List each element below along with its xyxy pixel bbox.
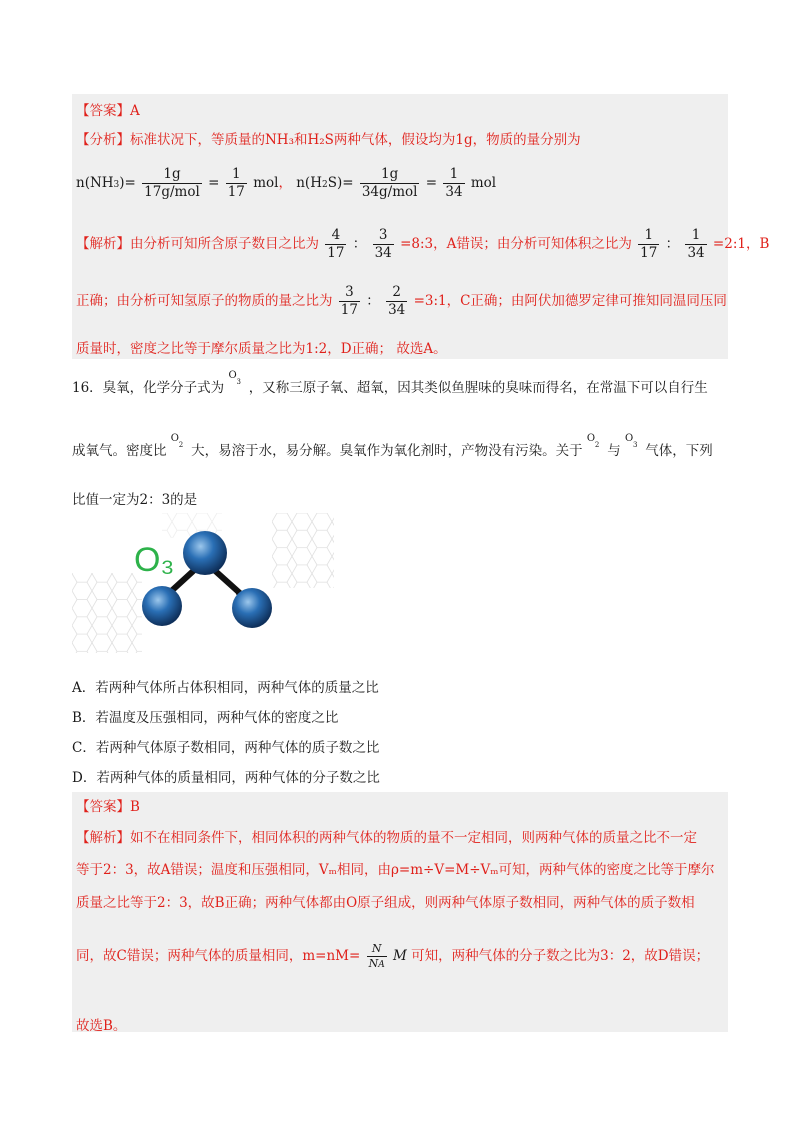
question-line-3: 比值一定为2：3的是 [72,492,198,508]
question-line-1: 16．臭氧，化学分子式为 O 3 ，又称三原子氧、超氧，因其类似鱼腥味的臭味而得名，在常温下可以自行生 [72,370,708,396]
question-line-2: 成氧气。密度比 O 2 大，易溶于水，易分解。臭氧作为氧化剂时，产物没有污染。关于 O 2 与 O 3 气体，下列 [72,433,713,459]
answer-block-15 [72,94,770,359]
option-a: A．若两种气体所占体积相同，两种气体的质量之比 [72,680,379,696]
option-d: D．若两种气体的质量相同，两种气体的分子数之比 [72,770,380,786]
option-c: C．若两种气体原子数相同，两种气体的质子数之比 [72,740,380,756]
o2-formula: O 2 [170,433,184,449]
explanation-line-2: 等于2：3，故A错误；温度和压强相同，Vₘ相同，由ρ=m÷V=M÷Vₘ可知，两种气体的密度之比等于摩尔 [76,862,715,878]
explanation-line-3: 质量时，密度之比等于摩尔质量之比为1:2，D正确； 故选A。 [76,341,447,357]
explanation-line-3: 质量之比等于2：3，故B正确；两种气体都由O原子组成，则两种气体原子数相同，两种气体的质子数相 [76,895,695,911]
answer-label: 【答案】B [76,799,140,815]
explanation-line-2: 正确；由分析可知氢原子的物质的量之比为 $\frac{3}{17}$ ： $\frac{2}{34}$ =3:1，C正确；由阿伏加德罗定律可推知同温同压同 [76,284,727,318]
explanation-line-1: 【解析】由分析可知所含原子数目之比为 $\frac{4}{17}$ ： $\frac{3}{34}$ =8:3，A错误；由分析可知体积之比为 $\frac{1}{17}$ ： $\frac{1}{34}$ =2:1，B [76,227,770,261]
explanation-line-4: 同，故C错误；两种气体的质量相同，m=nM= $\frac{N}{NA}$ M 可知，两种气体的分子数之比为3：2，故D错误； [76,942,710,970]
o3-formula: O 3 [624,433,638,449]
answer-label: 【答案】A [76,103,140,119]
analysis-line: 【分析】标准状况下，等质量的NH₃和H₂S两种气体，假设均为1g，物质的量分别为 [76,132,581,148]
option-b: B．若温度及压强相同，两种气体的密度之比 [72,710,339,726]
explanation-line-1: 【解析】如不在相同条件下，相同体积的两种气体的物质的量不一定相同，则两种气体的质量之比不一定 [76,830,697,846]
explanation-line-5: 故选B。 [76,1018,127,1034]
o2-formula: O 2 [586,433,600,449]
ozone-molecule-illustration [72,513,334,653]
answer-block-16 [72,792,728,1032]
ozone-molecule-figure [72,513,334,653]
o3-formula: O 3 [228,370,241,386]
o3-label: O₃ [134,541,175,579]
mole-formula: n(NH3)= $\frac{1g}{\text{17g/mol}}$ = $\frac{1}{17}$ mol， n(H2S)= $\frac{1g}{\text{34g/mol}}$ = $\frac{1}{34}$ mol [76,166,497,200]
